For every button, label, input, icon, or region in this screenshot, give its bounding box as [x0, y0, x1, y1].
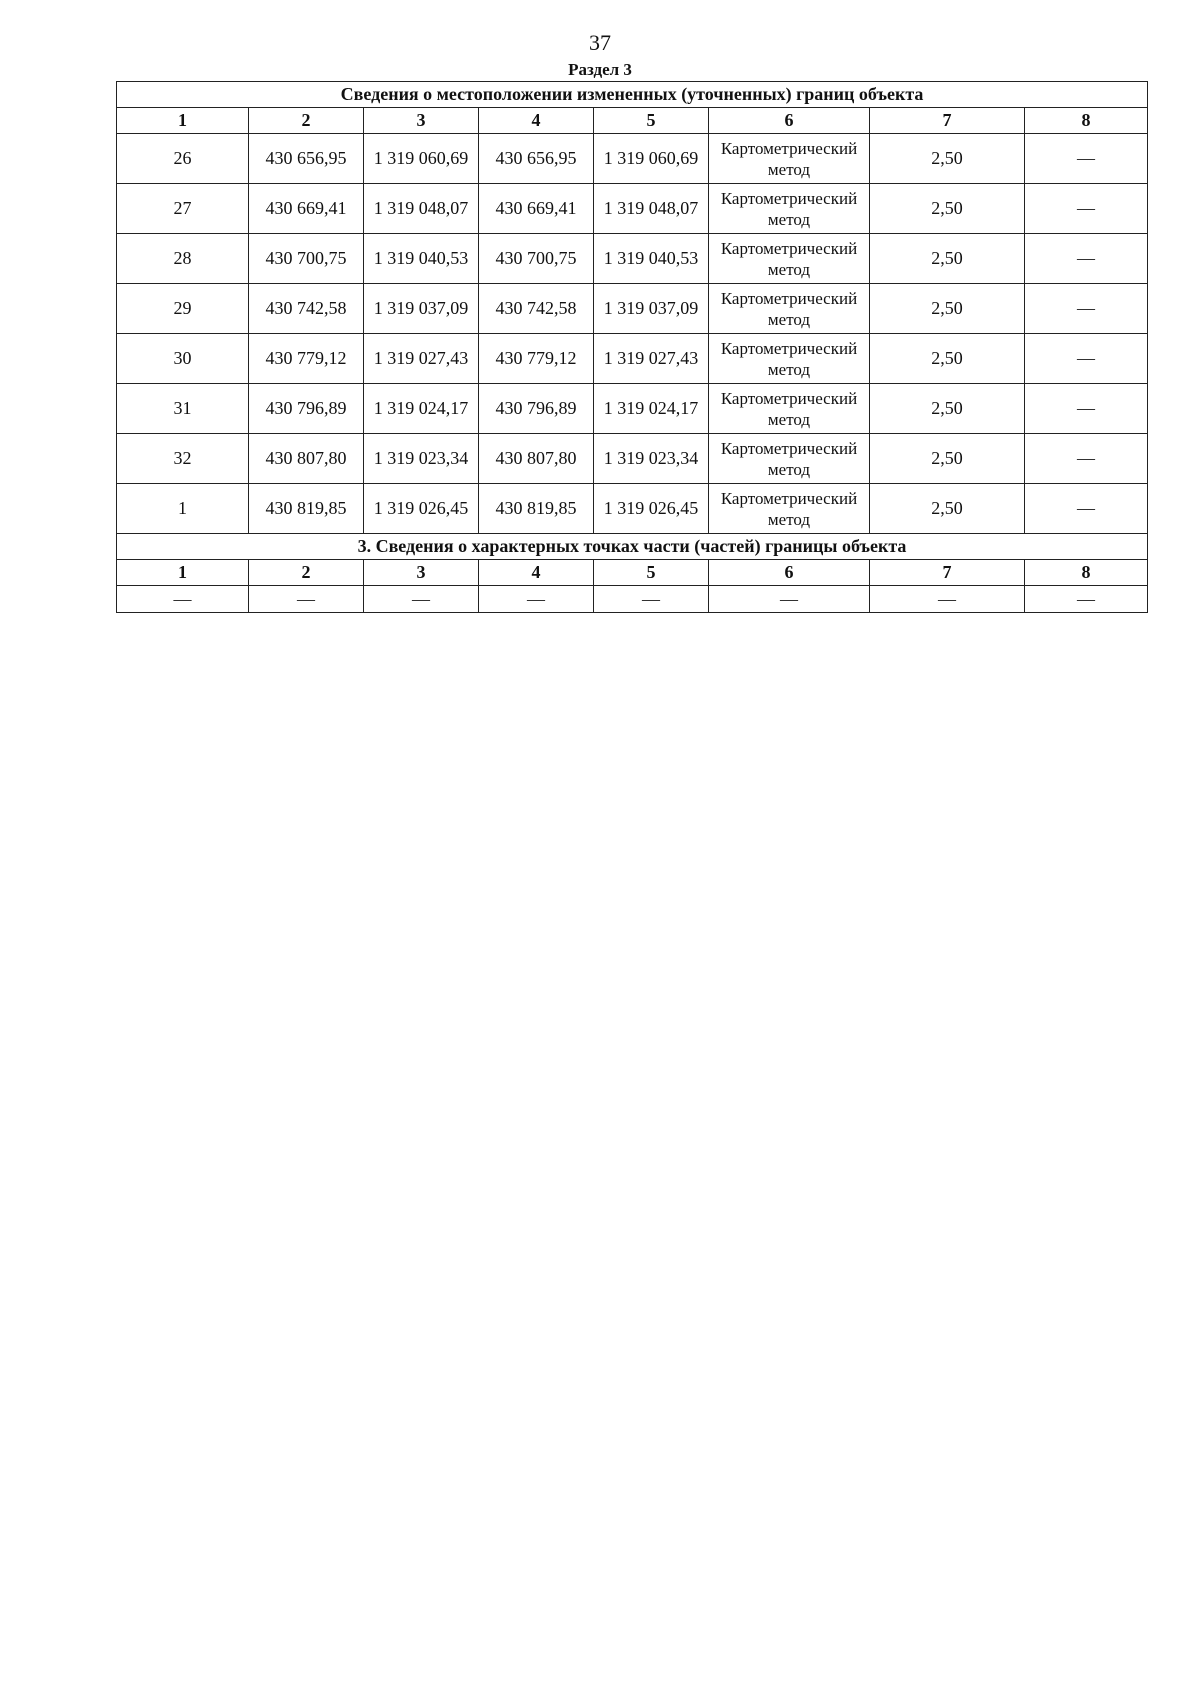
table-body: [117, 82, 1148, 613]
table-cell: 1 319 027,43: [594, 334, 709, 384]
table-cell: 29: [117, 284, 249, 334]
parts-column-number-row: [117, 560, 1148, 586]
table-cell: 430 796,89: [479, 384, 594, 434]
parts-column-number-cell: 2: [249, 560, 364, 586]
table-cell: 2,50: [870, 284, 1025, 334]
parts-table-row: [117, 586, 1148, 613]
table-cell: Картометрический метод: [709, 284, 870, 334]
table-cell: 1 319 024,17: [594, 384, 709, 434]
table-cell: Картометрический метод: [709, 434, 870, 484]
table-row: [117, 334, 1148, 384]
parts-table-cell: —: [1025, 586, 1148, 613]
table-cell: 430 656,95: [479, 134, 594, 184]
table-cell: Картометрический метод: [709, 184, 870, 234]
parts-column-number-cell: 6: [709, 560, 870, 586]
table-cell: 28: [117, 234, 249, 284]
table-cell: 26: [117, 134, 249, 184]
table-cell: Картометрический метод: [709, 234, 870, 284]
table-cell: 2,50: [870, 184, 1025, 234]
parts-table-cell: —: [249, 586, 364, 613]
boundary-table: [116, 81, 1148, 613]
table-cell: —: [1025, 484, 1148, 534]
parts-column-number-cell: 8: [1025, 560, 1148, 586]
table-row: [117, 434, 1148, 484]
parts-table-cell: —: [870, 586, 1025, 613]
parts-table-cell: —: [117, 586, 249, 613]
table-cell: 1 319 037,09: [364, 284, 479, 334]
table-cell: 32: [117, 434, 249, 484]
table-cell: 1 319 026,45: [594, 484, 709, 534]
parts-column-number-cell: 5: [594, 560, 709, 586]
table-cell: —: [1025, 234, 1148, 284]
table-cell: 2,50: [870, 134, 1025, 184]
table-cell: 1 319 023,34: [364, 434, 479, 484]
table-cell: 1: [117, 484, 249, 534]
column-number-cell: 5: [594, 108, 709, 134]
table-cell: Картометрический метод: [709, 384, 870, 434]
table-cell: 1 319 048,07: [364, 184, 479, 234]
table-cell: 1 319 037,09: [594, 284, 709, 334]
table-cell: 2,50: [870, 384, 1025, 434]
table-cell: 430 669,41: [479, 184, 594, 234]
table-cell: 1 319 060,69: [594, 134, 709, 184]
table-row: [117, 384, 1148, 434]
column-number-cell: 4: [479, 108, 594, 134]
table-cell: —: [1025, 184, 1148, 234]
table-cell: 31: [117, 384, 249, 434]
parts-column-number-cell: 7: [870, 560, 1025, 586]
parts-table-cell: —: [364, 586, 479, 613]
table-row: [117, 234, 1148, 284]
table-cell: 430 700,75: [479, 234, 594, 284]
table-cell: 430 819,85: [249, 484, 364, 534]
table-cell: 1 319 040,53: [364, 234, 479, 284]
table-cell: 1 319 026,45: [364, 484, 479, 534]
table-cell: 1 319 024,17: [364, 384, 479, 434]
table-cell: 30: [117, 334, 249, 384]
parts-table-cell: —: [709, 586, 870, 613]
table-cell: 1 319 040,53: [594, 234, 709, 284]
table-cell: —: [1025, 334, 1148, 384]
column-number-cell: 6: [709, 108, 870, 134]
column-number-cell: 1: [117, 108, 249, 134]
table-cell: 430 807,80: [479, 434, 594, 484]
table-cell: 1 319 048,07: [594, 184, 709, 234]
table-cell: Картометрический метод: [709, 484, 870, 534]
table-cell: —: [1025, 284, 1148, 334]
column-number-row: [117, 108, 1148, 134]
table-cell: —: [1025, 384, 1148, 434]
table-cell: 2,50: [870, 334, 1025, 384]
table-cell: 1 319 023,34: [594, 434, 709, 484]
parts-column-number-cell: 3: [364, 560, 479, 586]
column-number-cell: 3: [364, 108, 479, 134]
parts-caption-row: [117, 534, 1148, 560]
table-cell: —: [1025, 134, 1148, 184]
parts-table-cell: —: [479, 586, 594, 613]
table-cell: 430 779,12: [479, 334, 594, 384]
table-cell: —: [1025, 434, 1148, 484]
column-number-cell: 7: [870, 108, 1025, 134]
parts-caption: 3. Сведения о характерных точках части (частей) границы объекта: [117, 534, 1148, 560]
table-cell: 430 779,12: [249, 334, 364, 384]
table-cell: Картометрический метод: [709, 134, 870, 184]
table-cell: 2,50: [870, 234, 1025, 284]
column-number-cell: 2: [249, 108, 364, 134]
table-cell: 430 700,75: [249, 234, 364, 284]
table-cell: 27: [117, 184, 249, 234]
table-cell: 2,50: [870, 434, 1025, 484]
table-cell: 2,50: [870, 484, 1025, 534]
table-row: [117, 484, 1148, 534]
table-row: [117, 134, 1148, 184]
table-cell: 430 742,58: [479, 284, 594, 334]
table-cell: 1 319 027,43: [364, 334, 479, 384]
table-cell: 430 669,41: [249, 184, 364, 234]
table-cell: 430 742,58: [249, 284, 364, 334]
parts-column-number-cell: 4: [479, 560, 594, 586]
parts-table-cell: —: [594, 586, 709, 613]
table-row: [117, 284, 1148, 334]
section-title: Раздел 3: [568, 60, 632, 79]
table-cell: 430 656,95: [249, 134, 364, 184]
table-cell: 430 796,89: [249, 384, 364, 434]
table-cell: 430 819,85: [479, 484, 594, 534]
column-number-cell: 8: [1025, 108, 1148, 134]
parts-column-number-cell: 1: [117, 560, 249, 586]
table-cell: Картометрический метод: [709, 334, 870, 384]
table-cell: 1 319 060,69: [364, 134, 479, 184]
table-caption-row: [117, 82, 1148, 108]
table-cell: 430 807,80: [249, 434, 364, 484]
table-row: [117, 184, 1148, 234]
table-caption: Сведения о местоположении измененных (уточненных) границ объекта: [117, 82, 1148, 108]
page-number: 37: [589, 30, 611, 55]
